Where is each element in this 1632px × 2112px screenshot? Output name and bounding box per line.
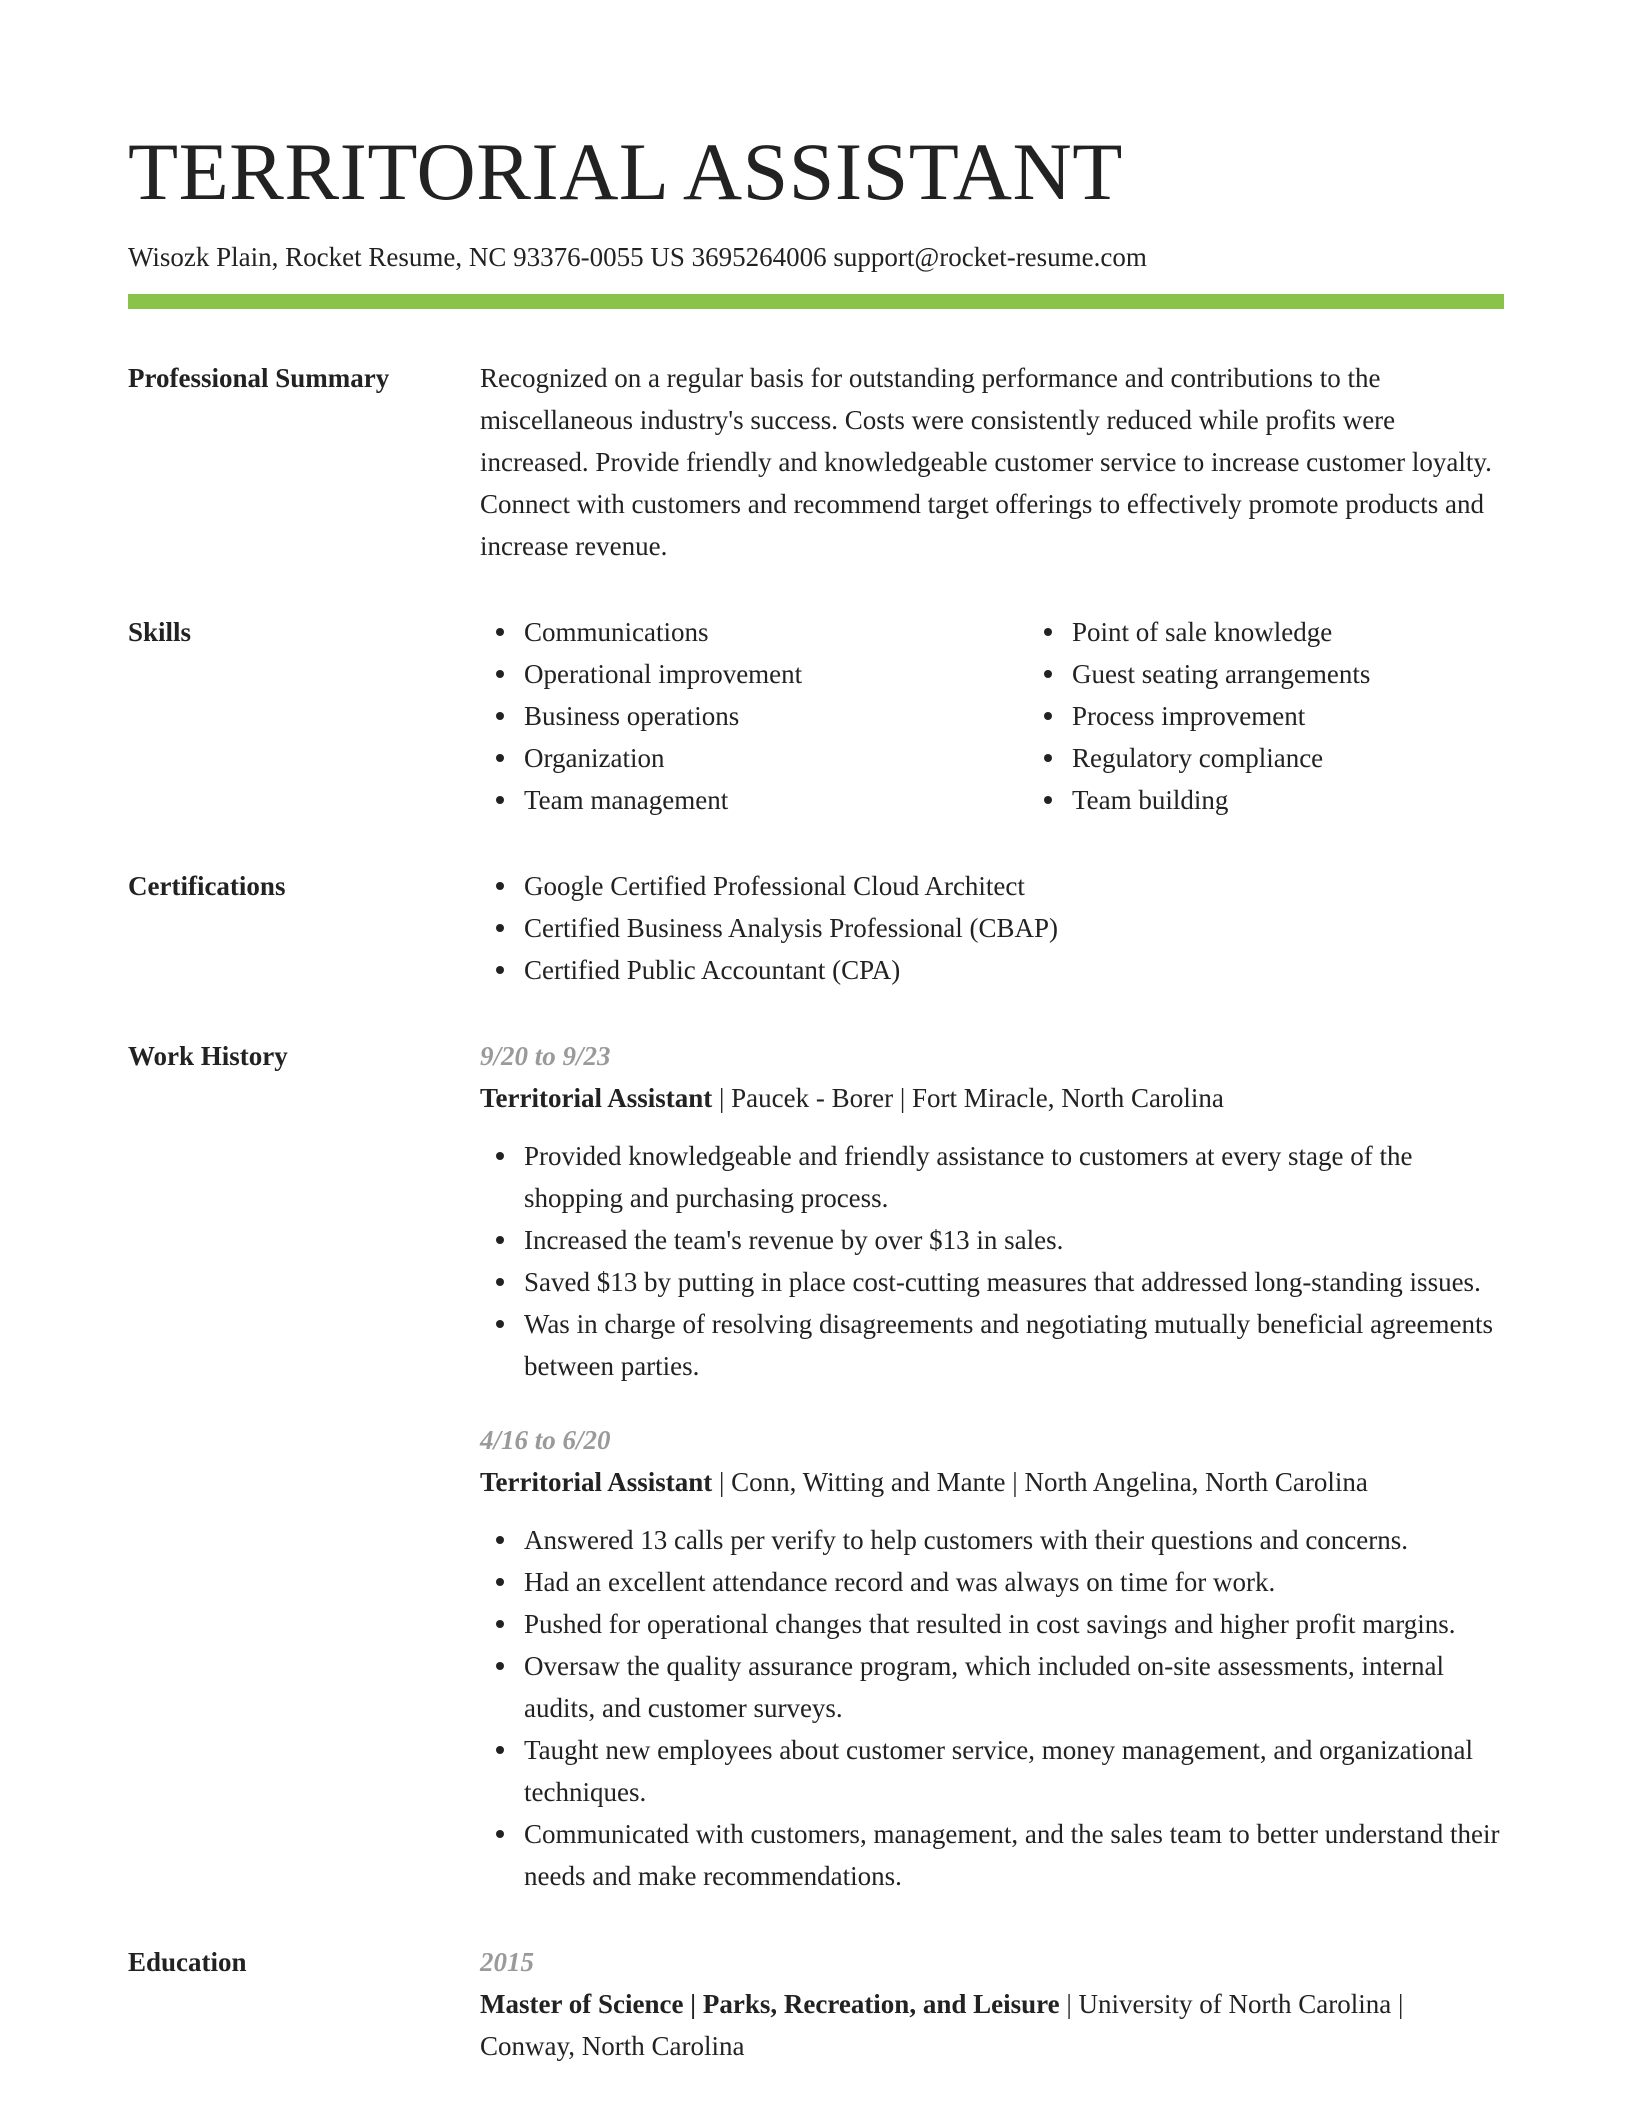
section-label: Skills	[128, 617, 192, 647]
skill-item: Business operations	[524, 695, 1028, 737]
certifications-list	[480, 865, 1504, 991]
skill-item: Organization	[524, 737, 1028, 779]
job-header	[480, 1461, 1504, 1503]
section-professional-summary	[128, 357, 1504, 567]
job-title: Territorial Assistant	[480, 1083, 713, 1113]
skill-item: Regulatory compliance	[1072, 737, 1576, 779]
job-bullets	[480, 1135, 1504, 1387]
job-entry	[480, 1035, 1504, 1387]
section-label: Education	[128, 1947, 247, 1977]
job-bullet: Communicated with customers, management, and the sales team to better understand their needs and make recommendations.	[524, 1813, 1504, 1897]
skill-item: Guest seating arrangements	[1072, 653, 1576, 695]
skill-item: Communications	[524, 611, 1028, 653]
section-work-history	[128, 1035, 1504, 1897]
skill-item: Team building	[1072, 779, 1576, 821]
job-bullet: Pushed for operational changes that resulted in cost savings and higher profit margins.	[524, 1603, 1504, 1645]
skill-item: Point of sale knowledge	[1072, 611, 1576, 653]
job-entry	[480, 1419, 1504, 1897]
education-entry	[480, 1983, 1504, 2067]
education-details: | University of North Carolina | Conway, North Carolina	[480, 1989, 1404, 2061]
certification-item: Certified Business Analysis Professional (CBAP)	[524, 907, 1504, 949]
education-year: 2015	[480, 1947, 534, 1977]
job-bullet: Increased the team's revenue by over $13 in sales.	[524, 1219, 1504, 1261]
job-bullet: Provided knowledgeable and friendly assistance to customers at every stage of the shopping and purchasing process.	[524, 1135, 1504, 1219]
resume-title: TERRITORIAL ASSISTANT	[128, 126, 1123, 217]
job-bullet: Answered 13 calls per verify to help customers with their questions and concerns.	[524, 1519, 1504, 1561]
job-bullet: Saved $13 by putting in place cost-cutting measures that addressed long-standing issues.	[524, 1261, 1504, 1303]
skill-item: Operational improvement	[524, 653, 1028, 695]
education-degree: Master of Science | Parks, Recreation, and Leisure	[480, 1989, 1060, 2019]
certification-item: Google Certified Professional Cloud Architect	[524, 865, 1504, 907]
section-label: Certifications	[128, 871, 286, 901]
skills-list-right	[1028, 611, 1576, 821]
section-education	[128, 1941, 1504, 2067]
skills-list-left	[480, 611, 1028, 821]
section-label: Professional Summary	[128, 363, 390, 393]
certification-item: Certified Public Accountant (CPA)	[524, 949, 1504, 991]
job-bullets	[480, 1519, 1504, 1897]
header-divider	[128, 294, 1504, 309]
job-bullet: Was in charge of resolving disagreements and negotiating mutually beneficial agreements between parties.	[524, 1303, 1504, 1387]
job-bullet: Had an excellent attendance record and was always on time for work.	[524, 1561, 1504, 1603]
contact-line: Wisozk Plain, Rocket Resume, NC 93376-0055 US 3695264006 support@rocket-resume.com	[128, 242, 1147, 272]
section-label: Work History	[128, 1041, 288, 1071]
job-details: | Paucek - Borer | Fort Miracle, North Carolina	[712, 1083, 1224, 1113]
resume-page	[128, 0, 1504, 2067]
summary-text: Recognized on a regular basis for outstanding performance and contributions to the miscellaneous industry's success. Costs were consistently reduced while profits were increased. Provide friendly and knowledgeable customer service to increase customer loyalty. Connect with customers and recommend target offerings to effectively promote products and increase revenue.	[480, 363, 1492, 561]
job-bullet: Oversaw the quality assurance program, which included on-site assessments, internal audits, and customer surveys.	[524, 1645, 1504, 1729]
section-skills	[128, 611, 1504, 821]
job-dates: 9/20 to 9/23	[480, 1041, 611, 1071]
skill-item: Process improvement	[1072, 695, 1576, 737]
job-details: | Conn, Witting and Mante | North Angelina, North Carolina	[712, 1467, 1368, 1497]
job-dates: 4/16 to 6/20	[480, 1425, 611, 1455]
job-bullet: Taught new employees about customer service, money management, and organizational techniques.	[524, 1729, 1504, 1813]
job-title: Territorial Assistant	[480, 1467, 713, 1497]
section-certifications	[128, 865, 1504, 991]
skill-item: Team management	[524, 779, 1028, 821]
job-header	[480, 1077, 1504, 1119]
